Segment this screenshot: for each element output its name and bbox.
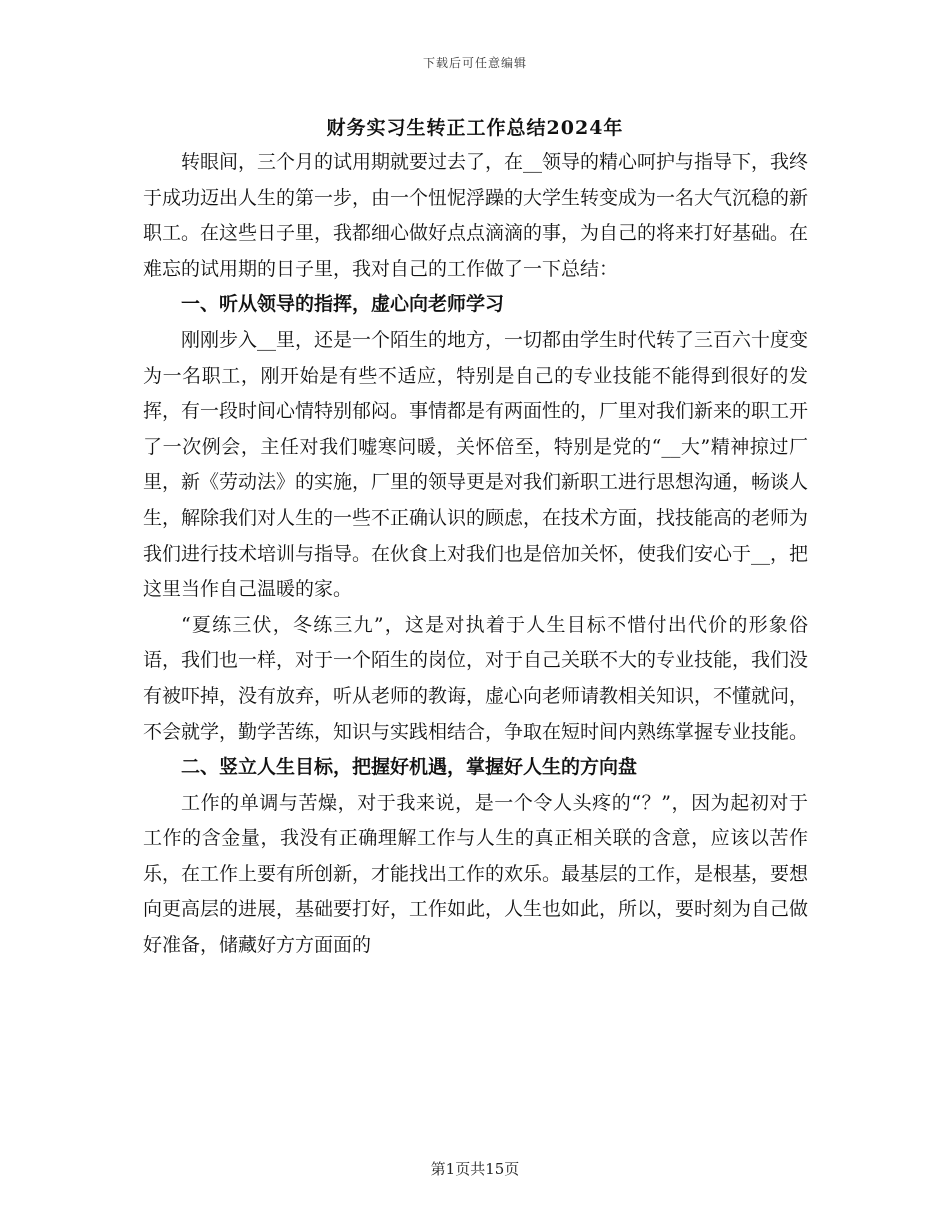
paragraph-section1-a: 刚刚步入__里，还是一个陌生的地方，一切都由学生时代转了三百六十度变为一名职工，刚开始是有些不适应，特别是自己的专业技能不能得到很好的发挥，有一段时间心情特别郁闷。事情都是有两面性的，厂里对我们新来的职工开了一次例会，主任对我们嘘寒问暖，关怀倍至，特别是党的“__大”精神掠过厂里，新《劳动法》的实施，厂里的领导更是对我们新职工进行思想沟通，畅谈人生，解除我们对人生的一些不正确认识的顾虑，在技术方面，找技能高的老师为我们进行技术培训与指导。在伙食上对我们也是倍加关怀，使我们安心于__，把这里当作自己温暖的家。 [143, 328, 809, 601]
page-footer: 第1页共15页 [430, 1160, 520, 1178]
section-heading-1: 一、听从领导的指挥，虚心向老师学习 [181, 293, 505, 316]
paragraph-section1-b: “夏练三伏，冬练三九”，这是对执着于人生目标不惜付出代价的形象俗语，我们也一样，对于一个陌生的岗位，对于自己关联不大的专业技能，我们没有被吓掉，没有放弃，听从老师的教诲，虚心向老师请教相关知识，不懂就问，不会就学，勤学苦练，知识与实践相结合，争取在短时间内熟练掌握专业技能。 [143, 613, 809, 743]
document-title: 财务实习生转正工作总结2024年 [326, 117, 624, 139]
paragraph-section2-a: 工作的单调与苦燥，对于我来说，是一个令人头疼的“？”，因为起初对于工作的含金量，我没有正确理解工作与人生的真正相关联的含意，应该以苦作乐，在工作上要有所创新，才能找出工作的欢乐。最基层的工作，是根基，要想向更高层的进展，基础要打好，工作如此，人生也如此，所以，要时刻为自己做好准备，储藏好方方面面的 [143, 791, 809, 957]
document-body [143, 145, 808, 964]
header-note: 下载后可任意编辑 [422, 56, 527, 70]
section-heading-2: 二、竖立人生目标，把握好机遇，掌握好人生的方向盘 [181, 756, 638, 779]
paragraph-intro: 转眼间，三个月的试用期就要过去了，在__领导的精心呵护与指导下，我终于成功迈出人生的第一步，由一个忸怩浮躁的大学生转变成为一名大气沉稳的新职工。在这些日子里，我都细心做好点点滴滴的事，为自己的将来打好基础。在难忘的试用期的日子里，我对自己的工作做了一下总结： [143, 151, 809, 280]
